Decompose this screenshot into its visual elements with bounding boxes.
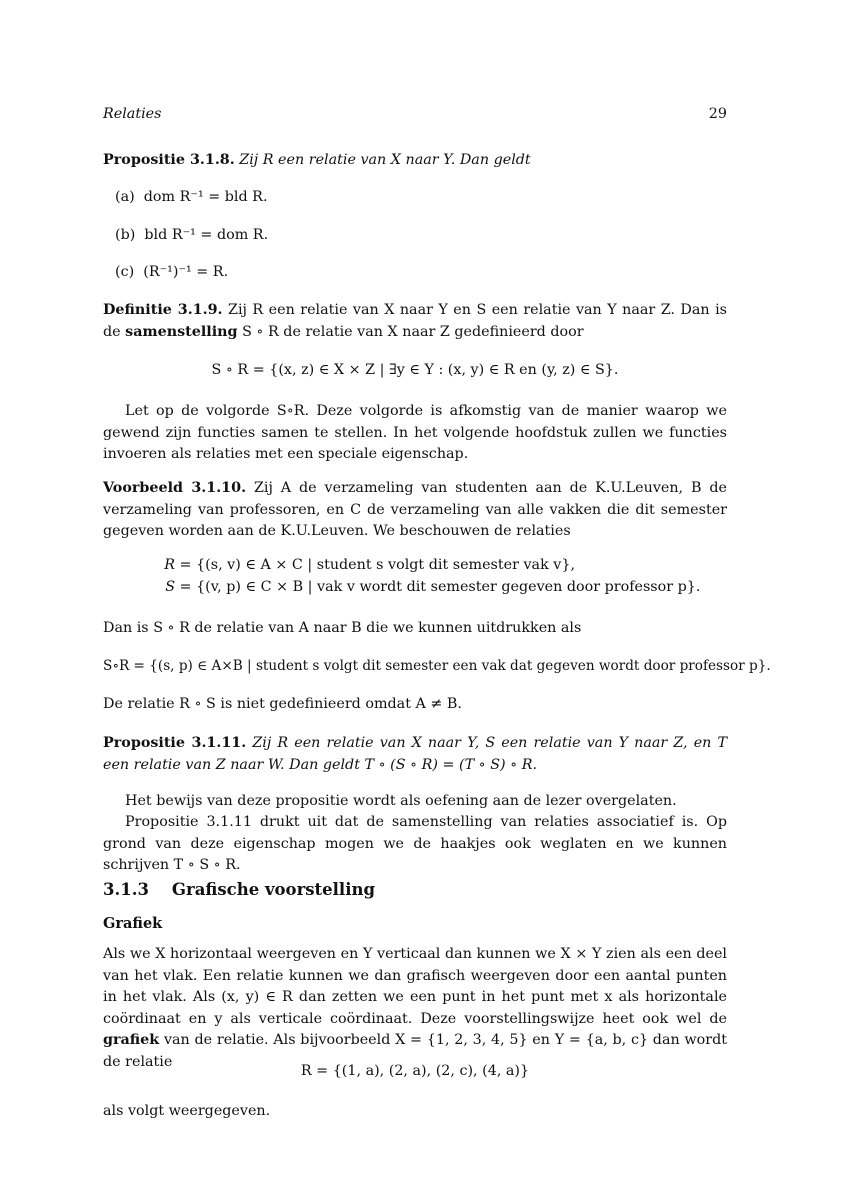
item-formula: (R⁻¹)⁻¹ = R. bbox=[143, 264, 229, 280]
defined-term: grafiek bbox=[103, 1032, 160, 1048]
relation-s-line bbox=[145, 577, 700, 599]
proposition-label: Propositie 3.1.8. bbox=[103, 152, 235, 168]
relation-r-name: R bbox=[164, 557, 175, 573]
proposition-statement: Zij R een relatie van X naar Y, S een relatie van Y naar Z, en T een relatie van Z naar W. Dan geldt T ∘ (S ∘ R) = (T ∘ S) ∘ R. bbox=[103, 735, 727, 773]
paragraph-text: Als we X horizontaal weergeven en Y verticaal dan kunnen we X × Y zien als een deel van het vlak. Een relatie kunnen we dan grafisch weergeven door een aantal punten in het vlak. Als (x, y) ∈ R dan zetten we een punt in het punt met x als horizontale coördinaat en y als verticale coördinaat. Deze voorstellingswijze heet ook wel de bbox=[103, 946, 727, 1027]
associativity-note: Propositie 3.1.11 drukt uit dat de samenstelling van relaties associatief is. Op grond van deze eigenschap mogen we de haakjes ook weglaten en we kunnen schrijven T ∘ S ∘ R. bbox=[103, 814, 727, 873]
defined-term: samenstelling bbox=[125, 323, 238, 340]
definition-label: Definitie 3.1.9. bbox=[103, 302, 223, 318]
composite-relation: S∘R = {(s, p) ∈ A×B | student s volgt dit semester een vak dat gegeven wordt door professor p}. bbox=[103, 658, 771, 674]
item-tag: (c) bbox=[115, 264, 135, 280]
item-formula: dom R⁻¹ = bld R. bbox=[143, 189, 268, 205]
example-text: Zij A de verzameling van studenten aan de K.U.Leuven, B de verzameling van professoren, en C de verzameling van alle vakken die dit semester gegeven worden aan de K.U.Leuven. We beschouwen de relaties bbox=[103, 480, 728, 539]
list-item bbox=[115, 262, 228, 284]
order-remark: Let op de volgorde S∘R. Deze volgorde is afkomstig van de manier waarop we gewend zijn functies samen te stellen. In het volgende hoofdstuk zullen we functies invoeren als relaties met een speciale eigenschap. bbox=[103, 403, 727, 462]
item-tag: (a) bbox=[115, 189, 135, 205]
closing-line: als volgt weergegeven. bbox=[103, 1103, 271, 1119]
paragraph-text: van de relatie. Als bijvoorbeeld X = {1, 2, 3, 4, 5} en Y = {a, b, c} dan wordt de relatie bbox=[103, 1032, 727, 1070]
section-heading bbox=[103, 879, 375, 901]
example-relation-formula: R = {(1, a), (2, a), (2, c), (4, a)} bbox=[300, 1063, 530, 1079]
item-formula: bld R⁻¹ = dom R. bbox=[144, 227, 269, 243]
proposition-label: Propositie 3.1.11. bbox=[103, 735, 247, 751]
relation-r-line bbox=[145, 555, 575, 577]
relation-s-definition: = {(v, p) ∈ C × B | vak v wordt dit semester gegeven door professor p}. bbox=[179, 579, 701, 595]
example-label: Voorbeeld 3.1.10. bbox=[103, 480, 247, 496]
proof-note: Het bewijs van deze propositie wordt als oefening aan de lezer overgelaten. bbox=[125, 793, 677, 809]
subsection-heading: Grafiek bbox=[103, 915, 163, 932]
page-number: 29 bbox=[708, 106, 727, 122]
definition-text: S ∘ R de relatie van X naar Z gedefinieerd door bbox=[242, 323, 584, 340]
section-number: 3.1.3 bbox=[103, 880, 149, 899]
definition-text: Zij R een relatie van X naar Y en S een relatie van Y naar Z. Dan is de bbox=[103, 302, 727, 340]
example-3-1-10 bbox=[103, 478, 727, 543]
list-item bbox=[115, 225, 268, 247]
relation-r-definition: = {(s, v) ∈ A × C | student s volgt dit semester vak v}, bbox=[179, 557, 575, 573]
graph-paragraph bbox=[103, 944, 727, 1073]
definition-3-1-9 bbox=[103, 300, 727, 343]
list-item bbox=[115, 187, 267, 209]
section-title: Grafische voorstelling bbox=[171, 880, 376, 899]
composition-formula: S ∘ R = {(x, z) ∈ X × Z | ∃y ∈ Y : (x, y) ∈ R en (y, z) ∈ S}. bbox=[211, 362, 619, 378]
example-then: Dan is S ∘ R de relatie van A naar B die we kunnen uitdrukken als bbox=[103, 620, 582, 636]
proposition-statement: Zij R een relatie van X naar Y. Dan geldt bbox=[239, 152, 531, 168]
relation-s-name: S bbox=[165, 579, 175, 595]
proposition-3-1-11 bbox=[103, 733, 727, 776]
running-title: Relaties bbox=[103, 106, 162, 122]
item-tag: (b) bbox=[115, 227, 136, 243]
not-defined-note: De relatie R ∘ S is niet gedefinieerd omdat A ≠ B. bbox=[103, 696, 462, 712]
proposition-3-1-8 bbox=[103, 150, 727, 172]
